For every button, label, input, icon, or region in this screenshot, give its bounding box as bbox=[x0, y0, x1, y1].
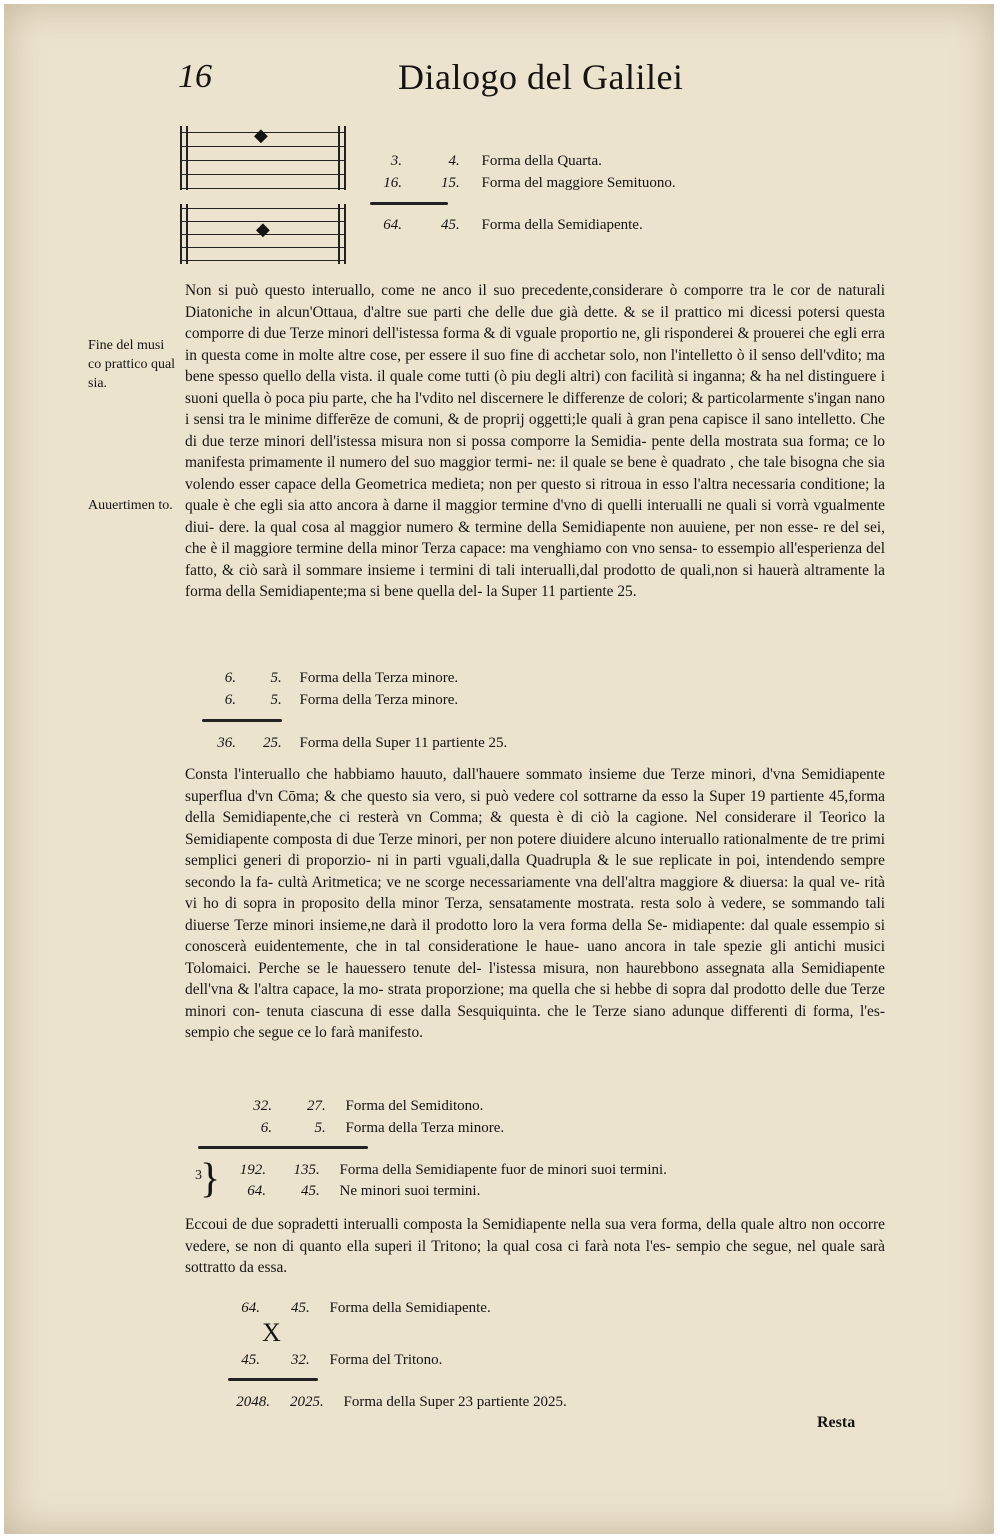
cross-mark: X bbox=[262, 1318, 281, 1347]
ratio-row: 2048. 2025. Forma della Super 23 partiente 2025. bbox=[236, 1394, 567, 1410]
brace-number: 3 bbox=[195, 1168, 202, 1183]
page-title: Dialogo del Galilei bbox=[398, 57, 684, 97]
body-paragraph-1: Non si può questo interuallo, come ne anco il suo precedente,considerare ò comporre tra le cor de naturali Diatoniche in alcun'Ottaua, d'altre sue parti che delle due già dette. & se il prattico mi dicessi potersi questa comporre di due Terze minori dell'istessa forma & di vguale proportio ne, gli risponderei & prouerei che egli erra in questa come in molte altre cose, per essere il suo fine di acchetar solo, non l'intelletto ò il senso dell'vdito; ma bene spesso quello della vista. il quale come tutti (ò piu degli altri) con facilità si inganna; & ha nel distinguere i suoni quella ò poca piu parte, che ha l'vdito nel discernere le differenze de colori; & particolarmente s'ingan nano i sensi tra le minime differēze de comuni, & de proprij oggetti;le quali à gran pena capisce il sano intelletto. Che di due terze minori dell'istessa misura non si possa comporre la Semidia- pente della mostrata sua forma; ce lo manifesta primamente il numero del suo maggior termi- ne: il quale se bene è quadrato , che tale bisogna che sia volendo esser capace della Geometrica medieta; non per questo si ritroua in esso l'altra necessaria conditione; la quale è che egli sia atto ancora à darne il maggior termine d'vno di quelli interualli ne quali si vorrà vgualmente diui- dere. la qual cosa al maggior numero & termine della Semidiapente non auuiene, per non esse- re del sei, che è il maggiore termine della minor Terza capace: ma venghiamo con vno sensa- to essempio all'esperienza del fatto, & ciò sarà il sommare insieme i termini di tali interualli,dal prodotto de quali,non si hauerà altramente la forma della Semidiapente;ma si bene quella del- la Super 11 partiente 25. bbox=[185, 282, 885, 600]
note-icon: ◆ bbox=[254, 125, 268, 145]
ratio-row: 64. 45. Forma della Semidiapente. bbox=[241, 1300, 491, 1316]
ratio-row: 192. 135. Forma della Semidiapente fuor de minori suoi termini. bbox=[239, 1162, 667, 1178]
ratio-row: 6. 5. Forma della Terza minore. bbox=[260, 1120, 505, 1136]
note-icon: ◆ bbox=[256, 219, 270, 239]
margin-note: Auuertimen to. bbox=[88, 498, 173, 513]
ratio-rule bbox=[198, 1146, 368, 1149]
margin-note: Fine del musi co prattico qual sia. bbox=[88, 338, 176, 391]
page-number: 16 bbox=[178, 58, 212, 95]
ratio-row: 6. 5. Forma della Terza minore. bbox=[224, 692, 459, 708]
music-staff-2 bbox=[180, 204, 346, 264]
brace-icon: } bbox=[200, 1156, 221, 1202]
ratio-rule bbox=[202, 719, 282, 722]
catchword: Resta bbox=[817, 1414, 856, 1431]
ratio-row: 36. 25. Forma della Super 11 partiente 25. bbox=[217, 735, 508, 751]
ratio-row: 64. 45. Forma della Semidiapente. bbox=[383, 217, 643, 233]
ratio-row: 16. 15. Forma del maggiore Semituono. bbox=[383, 175, 676, 191]
ratio-row: 32. 27. Forma del Semiditono. bbox=[253, 1098, 484, 1114]
ratio-row: 3. 4. Forma della Quarta. bbox=[390, 153, 602, 169]
ratio-row: 45. 32. Forma del Tritono. bbox=[241, 1352, 443, 1368]
body-paragraph-2: Consta l'interuallo che habbiamo hauuto, dall'hauere sommato insieme due Terze minori, d'vna Semidiapente superflua d'vn Cōma; & che questo sia vero, si può vedere col sottrarne da esso la Super 19 partiente 45,forma della Semidiapente,che ci resterà vn Comma; & questa è di ciò la cagione. Nel considerare il Teorico la Semidiapente composta di due Terze minori, per non potere diuidere alcuno interuallo rationalmente de tre primi semplici generi di proporzio- ni in parti vguali,dalla Quadrupla & le sue replicate in poi, intendendo sempre secondo la fa- cultà Aritmetica; ve ne scorge necessariamente vna dell'altra maggiore & diuersa: la qual ve- rità vi ho di sopra in proposito della minor Terza, sensatamente mostrata. resta solo à vedere, se sommando tali diuerse Terze minori insieme,ne darà il prodotto loro la vera forma della Se- midiapente: dal quale essempio si conoscerà euidentemente, che in tal consideratione le haue- uano ancora in tale spezie gli antichi musici Tolomaici. Perche se le hauessero tenute del- l'istessa misura, non haurebbono assegnata alla Semidiapente dell'vna & l'altra capace, la mo- strata proporzione; ma quella che si hebbe di sopra dal prodotto delle due Terze minori con- tenuta ciascuna di esse dalla Sesquiquinta. che le Terze siano adunque differenti di forma, l'es- sempio che segue ce lo farà manifesto. bbox=[185, 766, 885, 1041]
ratio-rule bbox=[370, 202, 448, 205]
ratio-rule bbox=[228, 1378, 318, 1381]
music-staff-1 bbox=[180, 126, 346, 190]
ratio-row: 64. 45. Ne minori suoi termini. bbox=[247, 1183, 481, 1199]
ratio-row: 6. 5. Forma della Terza minore. bbox=[224, 670, 459, 686]
body-paragraph-3: Eccoui de due sopradetti interualli composta la Semidiapente nella sua vera forma, della quale altro non occorre vedere, se non di quanto ella superi il Tritono; la qual cosa ci farà nota l'es- sempio che segue, nel quale sarà sottratto da essa. bbox=[185, 1216, 885, 1276]
